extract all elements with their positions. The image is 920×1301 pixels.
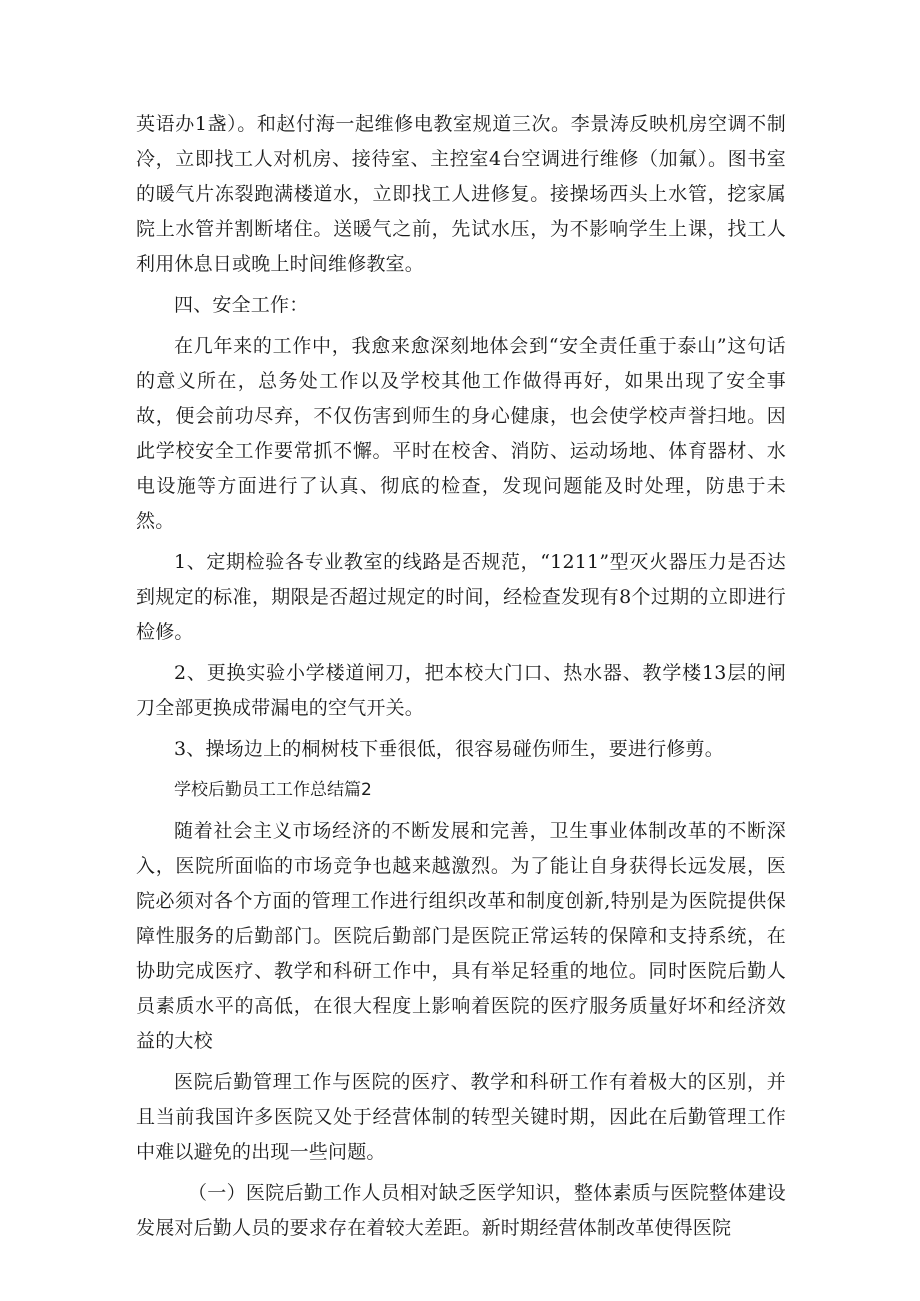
article-title-part-2: 学校后勤员工工作总结篇2 (174, 780, 372, 800)
paragraph-problem-1: （一）医院后勤工作人员相对缺乏医学知识，整体素质与医院整体建设发展对后勤人员的要求存在着较大差距。新时期经营体制改革使得医院 (136, 1182, 786, 1239)
paragraph-repairs-continued: 英语办1盏）。和赵付海一起维修电教室规道三次。李景涛反映机房空调不制冷，立即找工人对机房、接待室、主控室4台空调进行维修（加氟）。图书室的暖气片冻裂跑满楼道水，立即找工人进修复。接操场西头上水管，挖家属院上水管并割断堵住。送暖气之前，先试水压，为不影响学生上课，找工人利用休息日或晚上时间维修教室。 (136, 113, 786, 275)
paragraph-safety-intro: 在几年来的工作中，我愈来愈深刻地体会到“安全责任重于泰山”这句话的意义所在，总务处工作以及学校其他工作做得再好，如果出现了安全事故，便会前功尽弃，不仅伤害到师生的身心健康，也会使学校声誉扫地。因此学校安全工作要常抓不懈。平时在校舍、消防、运动场地、体育器材、水电设施等方面进行了认真、彻底的检查，发现问题能及时处理，防患于未然。 (136, 335, 786, 532)
paragraph-hospital-intro: 随着社会主义市场经济的不断发展和完善，卫生事业体制改革的不断深入，医院所面临的市场竞争也越来越激烈。为了能让自身获得长远发展，医院必须对各个方面的管理工作进行组织改革和制度创新,特别是为医院提供保障性服务的后勤部门。医院后勤部门是医院正常运转的保障和支持系统，在协助完成医疗、教学和科研工作中，具有举足轻重的地位。同时医院后勤人员素质水平的高低，在很大程度上影响着医院的医疗服务质量好坏和经济效益的大校 (136, 820, 786, 1052)
paragraph-hospital-problems: 医院后勤管理工作与医院的医疗、教学和科研工作有着极大的区别，并且当前我国许多医院又处于经营体制的转型关键时期，因此在后勤管理工作中难以避免的出现一些问题。 (136, 1071, 786, 1163)
paragraph-safety-item-3: 3、操场边上的桐树枝下垂很低，很容易碰伤师生，要进行修剪。 (174, 738, 724, 760)
section-heading-safety: 四、安全工作： (174, 294, 309, 316)
document-body (136, 107, 786, 1246)
paragraph-safety-item-1: 1、定期检验各专业教室的线路是否规范，“1211”型灭火器压力是否达到规定的标准，期限是否超过规定的时间，经检查发现有8个过期的立即进行检修。 (136, 551, 786, 643)
paragraph-safety-item-2: 2、更换实验小学楼道闸刀，把本校大门口、热水器、教学楼13层的闸刀全部更换成带漏电的空气开关。 (136, 662, 786, 719)
